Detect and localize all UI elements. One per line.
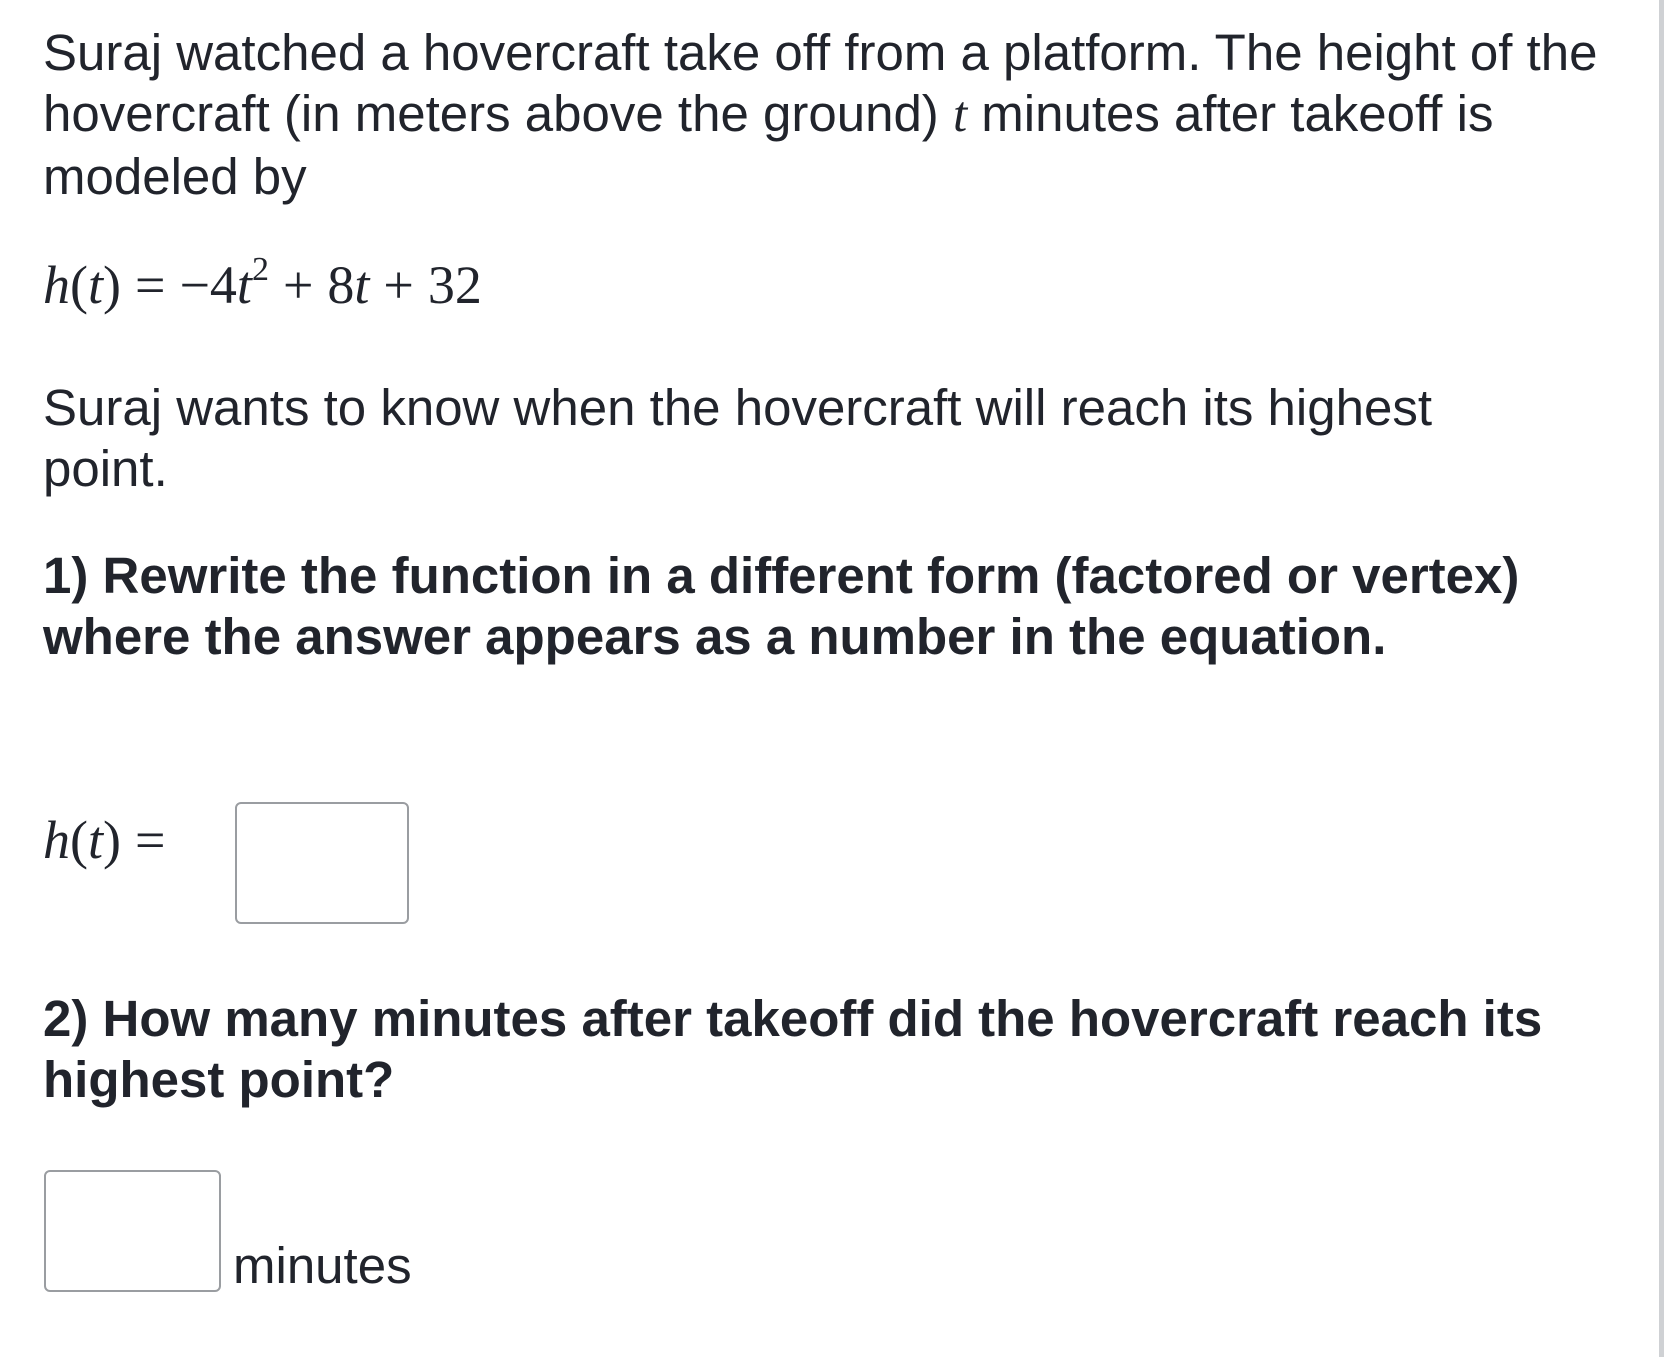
open-paren: (	[70, 255, 88, 315]
q1-close-paren: )	[103, 810, 121, 870]
plus-sign-2: +	[383, 255, 414, 315]
height-function-equation	[43, 253, 482, 317]
problem-content	[43, 22, 1603, 207]
variable-t: t	[354, 255, 370, 315]
question-2-answer-input[interactable]	[44, 1170, 221, 1292]
q1-open-paren: (	[70, 810, 88, 870]
variable-t-squared: t	[236, 255, 252, 315]
close-paren: )	[103, 255, 121, 315]
intro-variable-t: t	[952, 87, 968, 143]
q1-function-name: h	[43, 810, 70, 870]
q1-function-arg: t	[87, 810, 103, 870]
right-edge-divider	[1659, 0, 1664, 1357]
function-arg: t	[87, 255, 103, 315]
plus-sign-1: +	[282, 255, 314, 315]
coefficient-a: −4	[179, 255, 237, 315]
question-2-prompt: 2) How many minutes after takeoff did the hovercraft reach its highest point?	[43, 990, 1543, 1108]
question-1-prompt: 1) Rewrite the function in a different form (factored or vertex) where the answer appears as a number in the equation.	[43, 547, 1520, 665]
equals-sign: =	[134, 255, 166, 315]
problem-intro	[43, 22, 1603, 207]
intro-text-start: Suraj watched a hovercraft take off from a platform. The height of the hovercraft (in meters above the ground)	[43, 24, 1598, 142]
coefficient-b: 8	[327, 255, 355, 315]
q1-equals-sign: =	[134, 810, 166, 870]
intro-text-end: minutes after takeoff is modeled by	[43, 85, 1494, 205]
exponent: 2	[251, 251, 269, 288]
question-1-equation-lhs	[43, 808, 179, 872]
problem-goal: Suraj wants to know when the hovercraft will reach its highest point.	[43, 379, 1433, 497]
constant-term: 32	[427, 255, 482, 315]
minutes-unit-label: minutes	[233, 1237, 412, 1294]
question-1-answer-input[interactable]	[235, 802, 409, 924]
function-name: h	[43, 255, 70, 315]
